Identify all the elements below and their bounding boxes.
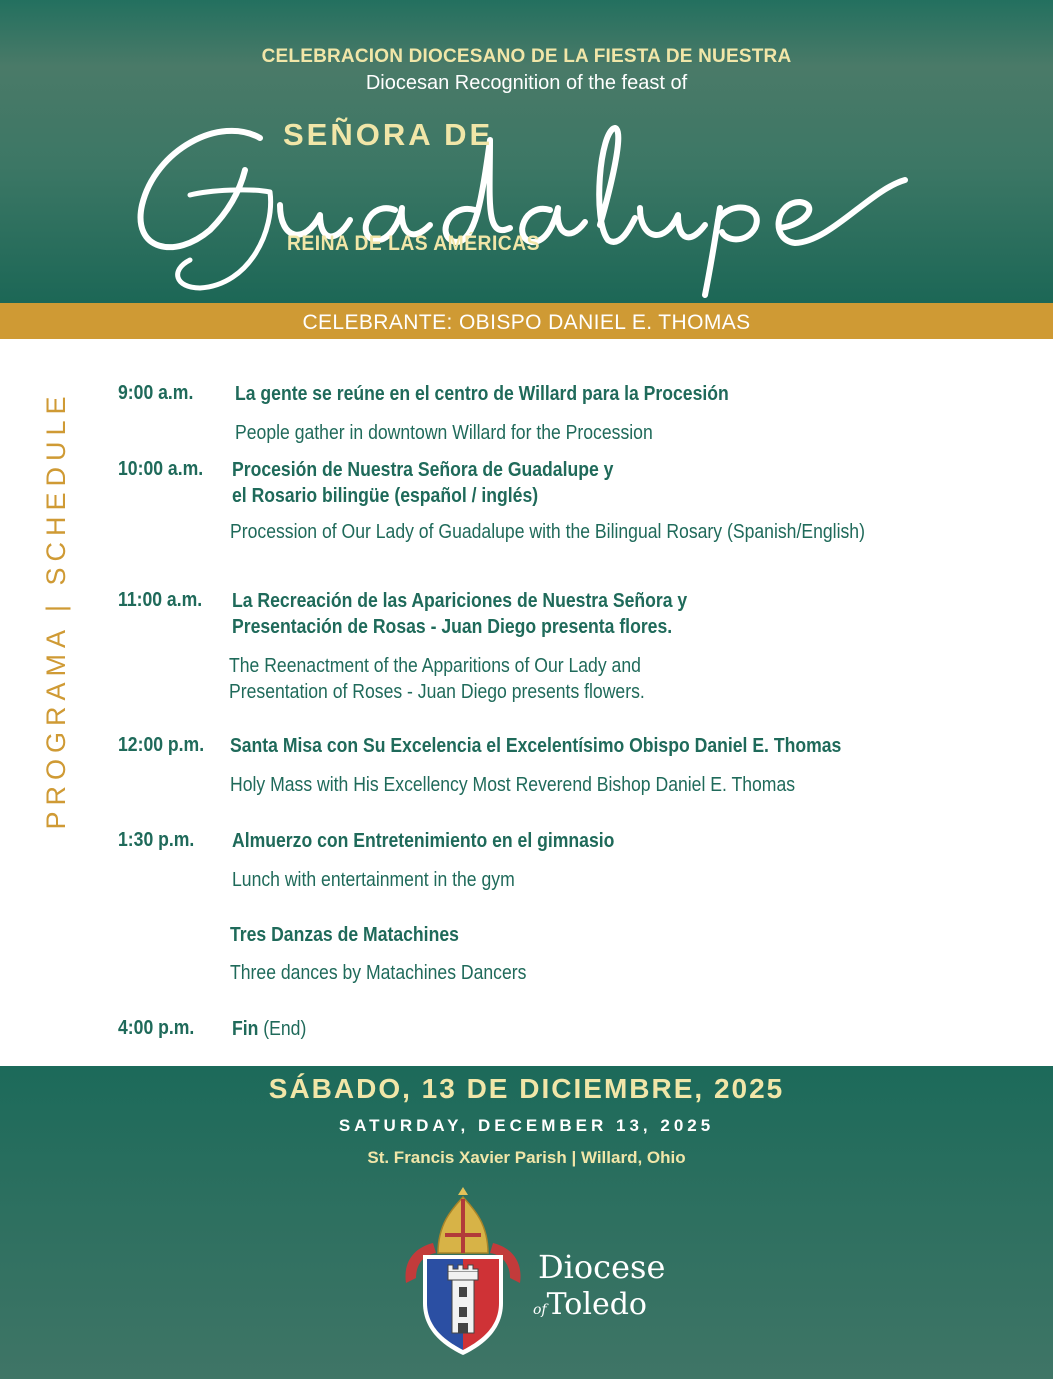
guadalupe-script-title	[130, 110, 920, 300]
schedule-time: 1:30 p.m.	[118, 829, 195, 851]
schedule-es-line2: Presentación de Rosas - Juan Diego presenta flores.	[232, 616, 673, 638]
schedule-time: 4:00 p.m.	[118, 1017, 195, 1039]
header-banner	[0, 0, 1053, 303]
schedule-time: 9:00 a.m.	[118, 382, 194, 404]
schedule-es: Almuerzo con Entretenimiento en el gimnasio	[232, 830, 615, 852]
subtitle-reina: REINA DE LAS AMÉRICAS	[287, 232, 540, 255]
schedule-es: Santa Misa con Su Excelencia el Excelentísimo Obispo Daniel E. Thomas	[230, 735, 842, 757]
schedule-es: Tres Danzas de Matachines	[230, 924, 459, 946]
schedule-en: Three dances by Matachines Dancers	[230, 962, 527, 984]
schedule-en: Lunch with entertainment in the gym	[232, 869, 515, 891]
schedule-es-line1: Procesión de Nuestra Señora de Guadalupe y	[232, 459, 614, 481]
schedule-es	[232, 1017, 306, 1041]
schedule-es-line1: La Recreación de las Apariciones de Nuestra Señora y	[232, 590, 688, 612]
schedule-vertical-label: PROGRAMA | SCHEDULE	[41, 390, 71, 830]
schedule-es: La gente se reúne en el centro de Willard para la Procesión	[235, 383, 729, 405]
logo-of: of	[533, 1302, 547, 1318]
title-senora: SEÑORA DE	[283, 117, 494, 152]
logo-diocese: Diocese	[538, 1248, 666, 1286]
schedule-time: 12:00 p.m.	[118, 734, 205, 756]
celebrant-band: CELEBRANTE: OBISPO DANIEL E. THOMAS	[0, 303, 1053, 339]
schedule-en: People gather in downtown Willard for the Procession	[235, 422, 653, 444]
schedule-es-line2: el Rosario bilingüe (español / inglés)	[232, 485, 539, 507]
logo-of-toledo	[533, 1287, 647, 1322]
schedule-en-line2: Presentation of Roses - Juan Diego presents flowers.	[229, 681, 645, 703]
schedule-en: Holy Mass with His Excellency Most Reverend Bishop Daniel E. Thomas	[230, 774, 796, 796]
schedule-en-line1: The Reenactment of the Apparitions of Our Lady and	[229, 655, 641, 677]
date-spanish: SÁBADO, 13 DE DICIEMBRE, 2025	[268, 1073, 785, 1104]
logo-toledo: Toledo	[546, 1287, 647, 1322]
kicker-english: Diocesan Recognition of the feast of	[365, 72, 688, 94]
diocese-crest-icon	[398, 1183, 528, 1358]
schedule-en: Procession of Our Lady of Guadalupe with the Bilingual Rosary (Spanish/English)	[230, 521, 865, 543]
parish-location: St. Francis Xavier Parish | Willard, Ohio	[367, 1148, 686, 1167]
date-english: SATURDAY, DECEMBER 13, 2025	[338, 1116, 715, 1135]
schedule-time: 10:00 a.m.	[118, 458, 204, 480]
schedule-end-en: (End)	[258, 1018, 307, 1040]
schedule-time: 11:00 a.m.	[118, 589, 203, 611]
schedule-end-es: Fin	[232, 1018, 259, 1040]
kicker-spanish: CELEBRACION DIOCESANO DE LA FIESTA DE NUESTRA	[261, 46, 792, 67]
